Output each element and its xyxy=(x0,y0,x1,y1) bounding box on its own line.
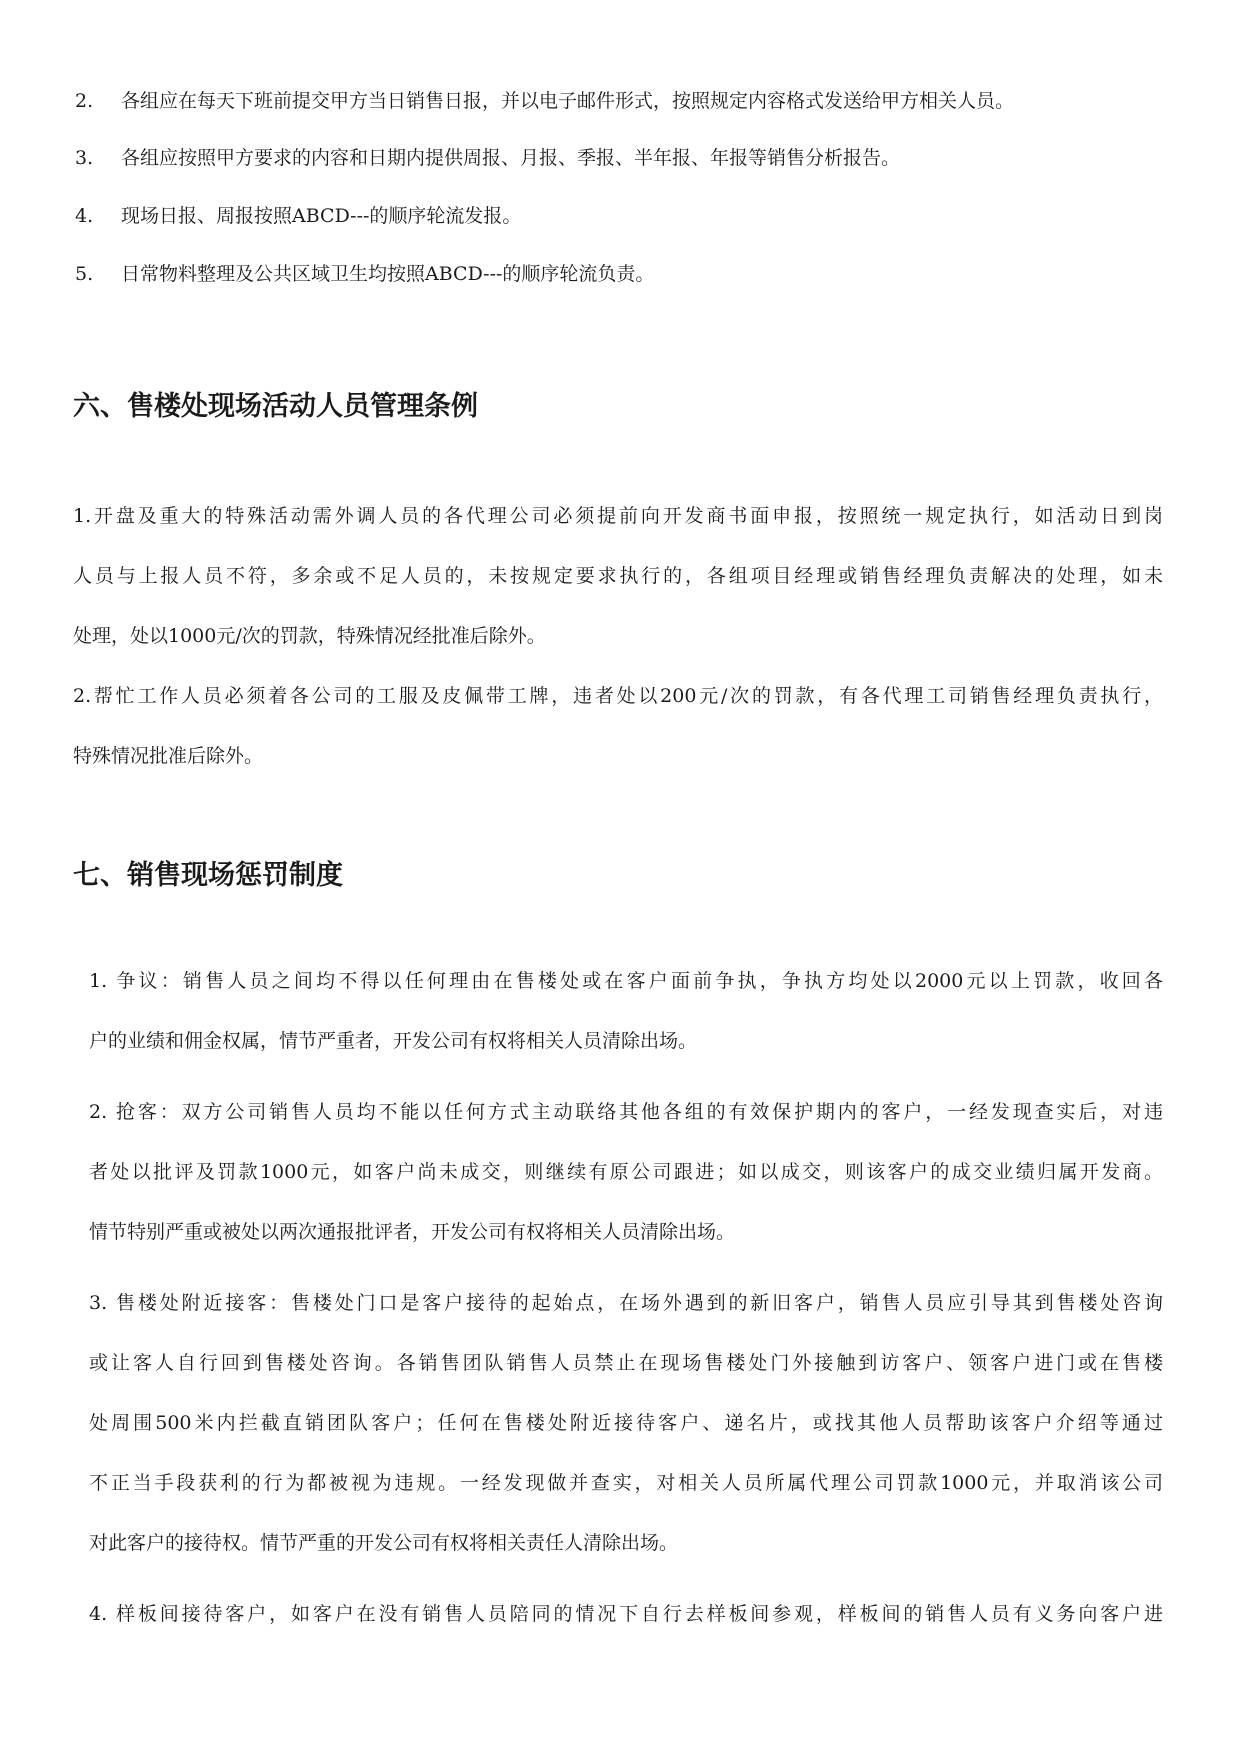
section-heading: 六、售楼处现场活动人员管理条例 xyxy=(73,391,478,422)
paragraph-line: 不正当手段获利的行为都被视为违规。一经发现做并查实，对相关人员所属代理公司罚款1000元，并取消该公司 xyxy=(89,1472,1163,1494)
paragraph-line: 3. 售楼处附近接客：售楼处门口是客户接待的起始点，在场外遇到的新旧客户，销售人员应引导其到售楼处咨询 xyxy=(89,1292,1163,1314)
list-item xyxy=(75,261,654,287)
paragraph-line: 4. 样板间接待客户，如客户在没有销售人员陪同的情况下自行去样板间参观，样板间的销售人员有义务向客户进 xyxy=(89,1603,1163,1625)
list-item-number: 5. xyxy=(75,263,94,285)
list-item xyxy=(75,88,1014,114)
list-item-text: 日常物料整理及公共区域卫生均按照ABCD---的顺序轮流负责。 xyxy=(121,263,655,285)
paragraph-line: 对此客户的接待权。情节严重的开发公司有权将相关责任人清除出场。 xyxy=(89,1532,679,1554)
paragraph-line: 处周围500米内拦截直销团队客户；任何在售楼处附近接待客户、递名片，或找其他人员帮助该客户介绍等通过 xyxy=(89,1412,1163,1434)
paragraph-line: 者处以批评及罚款1000元，如客户尚未成交，则继续有原公司跟进；如以成交，则该客户的成交业绩归属开发商。 xyxy=(89,1161,1163,1183)
paragraph-line: 人员与上报人员不符，多余或不足人员的，未按规定要求执行的，各组项目经理或销售经理负责解决的处理，如未 xyxy=(73,565,1163,587)
section-heading: 七、销售现场惩罚制度 xyxy=(73,860,343,891)
list-item xyxy=(75,145,900,171)
list-item xyxy=(75,203,521,229)
list-item-number: 4. xyxy=(75,205,94,227)
list-item-number: 2. xyxy=(75,90,94,112)
list-item-number: 3. xyxy=(75,147,94,169)
paragraph-line: 2.帮忙工作人员必须着各公司的工服及皮佩带工牌，违者处以200元/次的罚款，有各代理工司销售经理负责执行， xyxy=(73,685,1163,707)
list-item-text: 各组应按照甲方要求的内容和日期内提供周报、月报、季报、半年报、年报等销售分析报告。 xyxy=(121,147,901,169)
paragraph-line: 或让客人自行回到售楼处咨询。各销售团队销售人员禁止在现场售楼处门外接触到访客户、领客户进门或在售楼 xyxy=(89,1352,1163,1374)
paragraph-line: 情节特别严重或被处以两次通报批评者，开发公司有权将相关人员清除出场。 xyxy=(89,1221,736,1243)
list-item-text: 各组应在每天下班前提交甲方当日销售日报，并以电子邮件形式，按照规定内容格式发送给甲方相关人员。 xyxy=(121,90,1015,112)
paragraph-line: 户的业绩和佣金权属，情节严重者，开发公司有权将相关人员清除出场。 xyxy=(89,1030,698,1052)
paragraph-line: 1.开盘及重大的特殊活动需外调人员的各代理公司必须提前向开发商书面申报，按照统一规定执行，如活动日到岗 xyxy=(73,505,1163,527)
list-item-text: 现场日报、周报按照ABCD---的顺序轮流发报。 xyxy=(121,205,522,227)
paragraph-line: 1. 争议：销售人员之间均不得以任何理由在售楼处或在客户面前争执，争执方均处以2000元以上罚款，收回各 xyxy=(89,970,1163,992)
paragraph-line: 处理，处以1000元/次的罚款，特殊情况经批准后除外。 xyxy=(73,625,546,647)
paragraph-line: 特殊情况批准后除外。 xyxy=(73,745,264,767)
paragraph-line: 2. 抢客：双方公司销售人员均不能以任何方式主动联络其他各组的有效保护期内的客户，一经发现查实后，对违 xyxy=(89,1101,1163,1123)
